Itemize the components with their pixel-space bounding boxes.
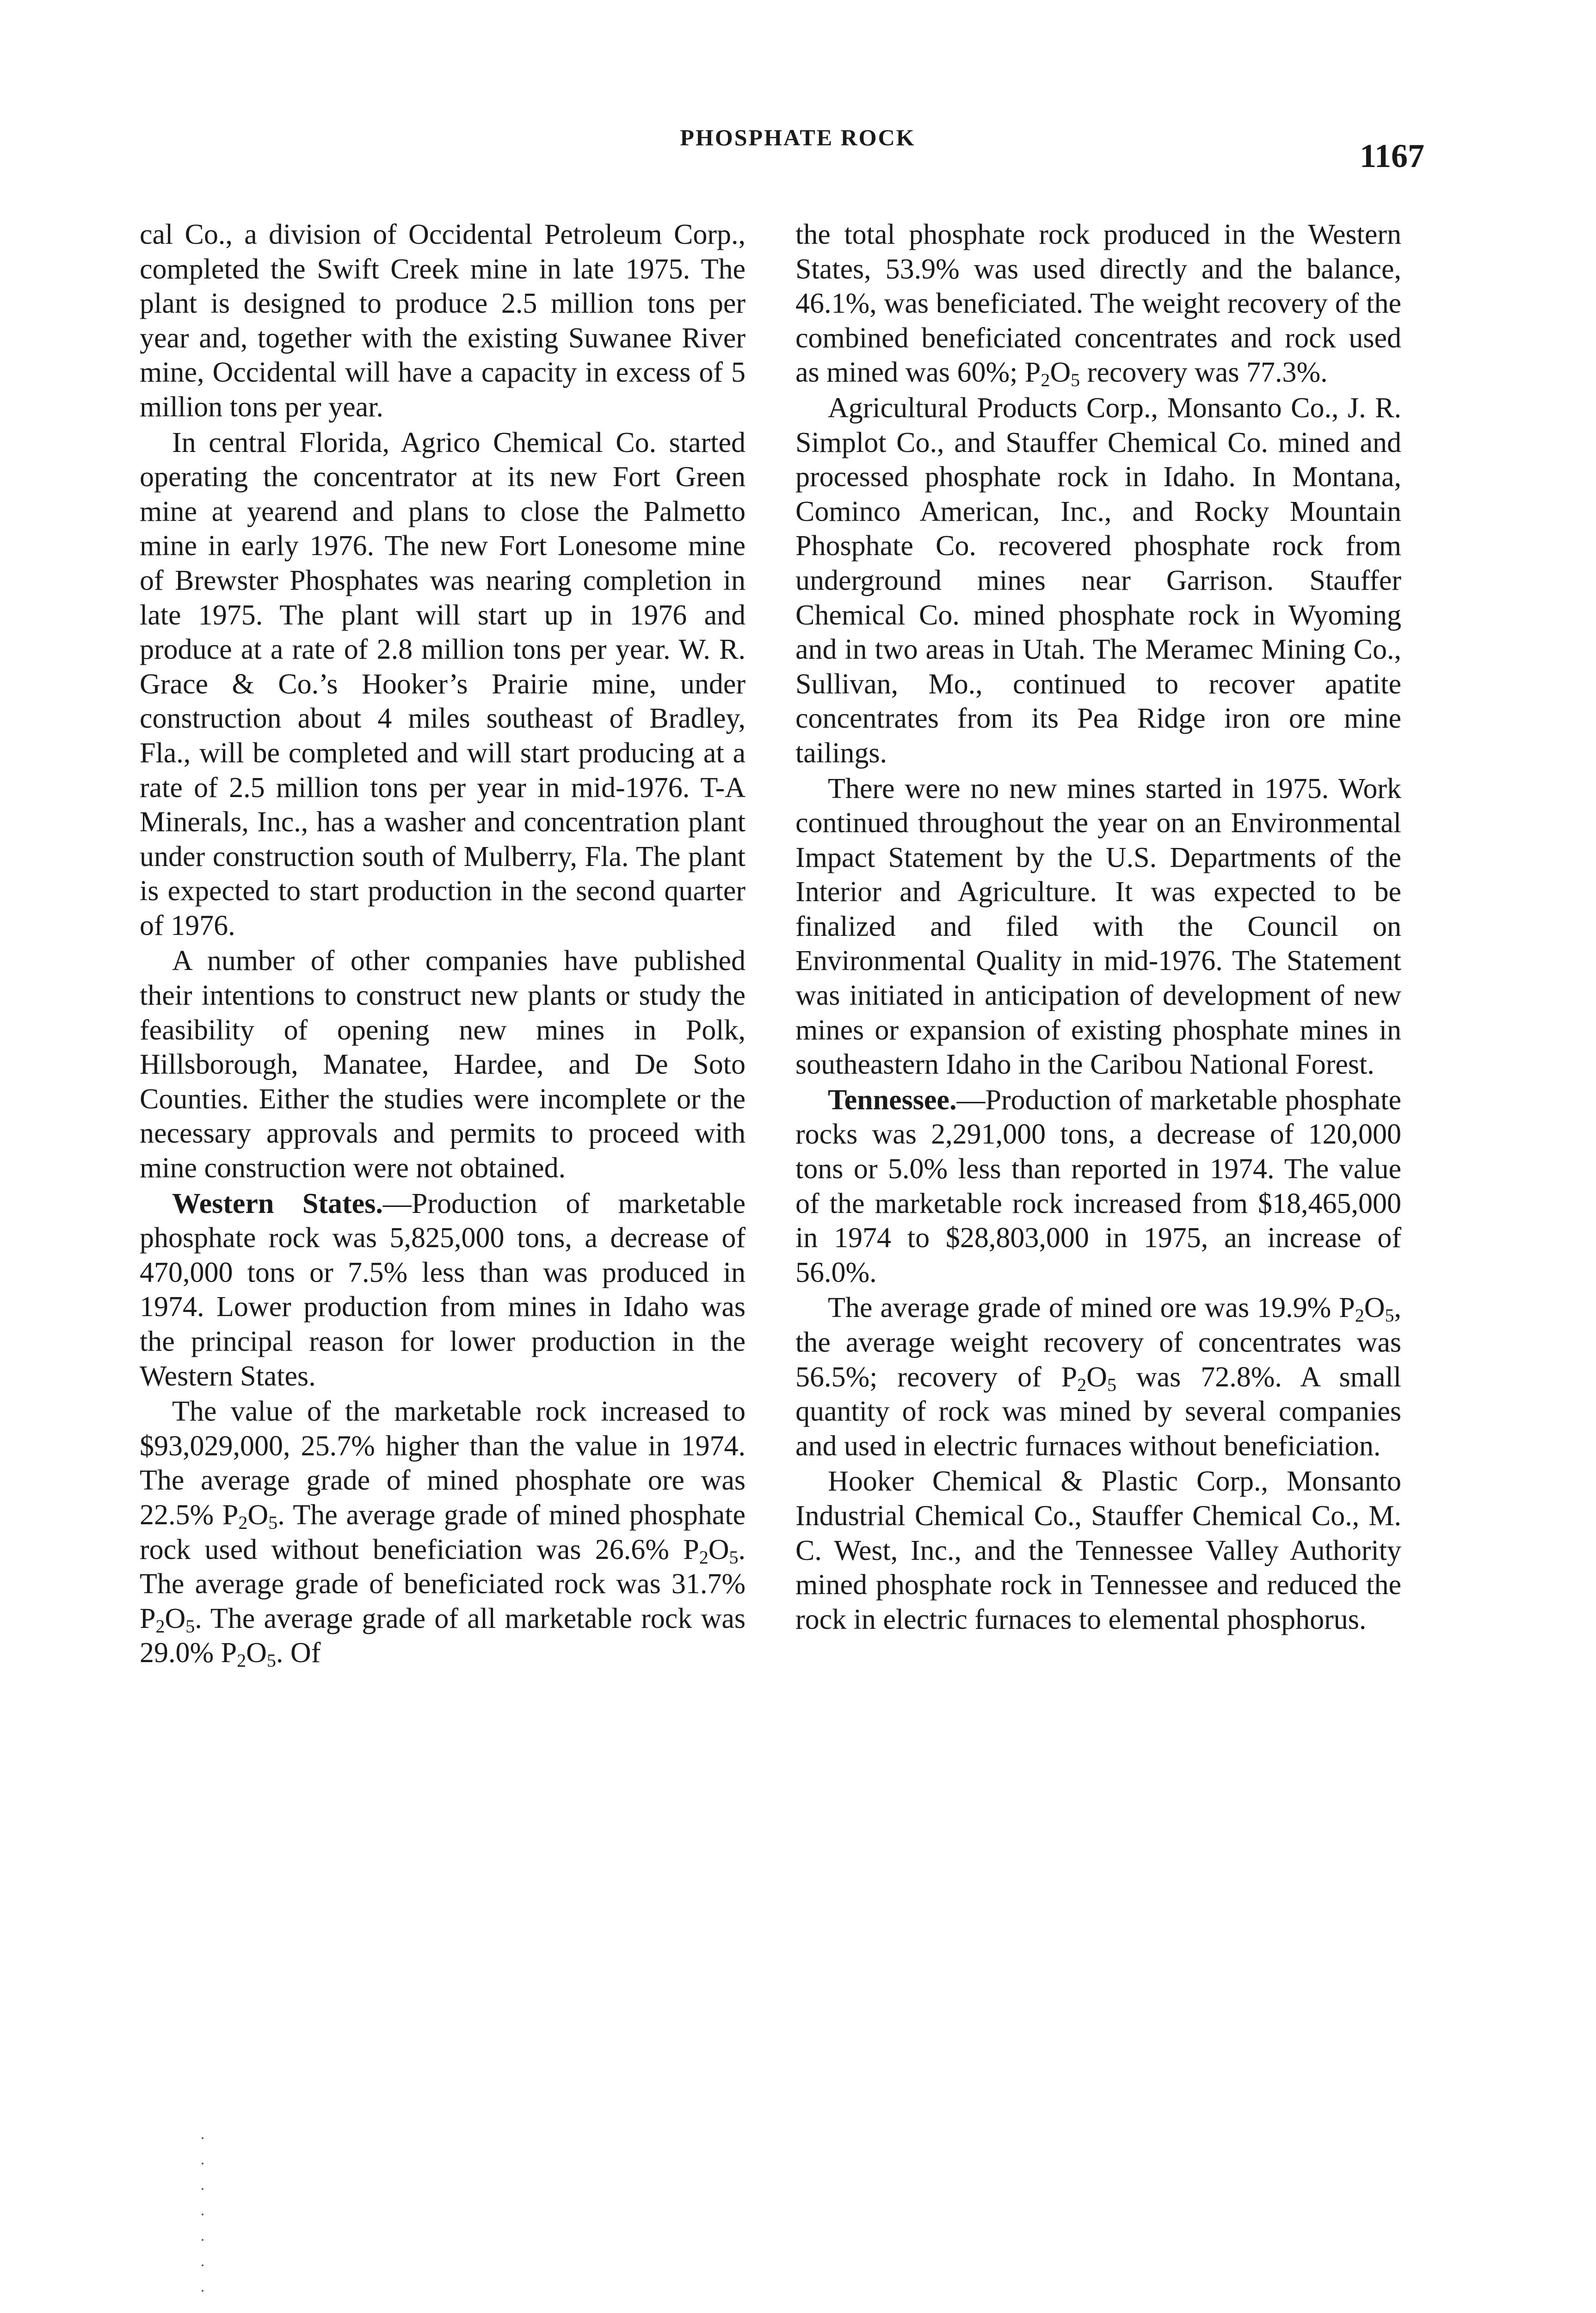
paragraph-text: recovery was 77.3%. (1080, 357, 1328, 389)
formula-subscript: 2 (1077, 1374, 1087, 1395)
paragraph (795, 1291, 1401, 1463)
page-number: 1167 (1359, 137, 1424, 174)
formula-subscript: 2 (155, 1615, 165, 1637)
formula-subscript: 5 (268, 1512, 278, 1533)
formula-subscript: 5 (1071, 370, 1080, 391)
paragraph (795, 217, 1401, 390)
formula-text: O (1086, 1361, 1107, 1393)
paragraph (140, 1394, 746, 1670)
formula-subscript: 2 (238, 1512, 248, 1533)
paragraph-text: was 72.8%. A small quantity of rock was mined by several companies and used in electric furnaces without beneficiation. (795, 1361, 1401, 1462)
paragraph-text: . The average grade of beneficiated rock was 31.7% P (140, 1534, 746, 1634)
formula-subscript: 2 (1041, 370, 1050, 391)
paragraph-text: . The average grade of mined phosphate rock used without beneficiation was 26.6% P (140, 1499, 746, 1565)
formula-text: O (1050, 357, 1071, 389)
paragraph-text: . Of (276, 1637, 321, 1669)
running-head: PHOSPHATE ROCK (680, 124, 916, 150)
formula-subscript: 5 (729, 1546, 739, 1568)
paragraph: Agricultural Products Corp., Monsanto Co., J. R. Simplot Co., and Stauffer Chemical Co. mined and processed phosphate rock in Idaho. In Montana, Cominco American, Inc., and Rocky Mountain Phosphate Co. recovered phosphate rock from underground mines near Garrison. Stauffer Chemical Co. mined phosphate rock in Wyoming and in two areas in Utah. The Meramec Mining Co., Sullivan, Mo., continued to recover apatite concentrates from its Pea Ridge iron ore mine tailings. (795, 392, 1401, 769)
formula-text: O (1364, 1292, 1385, 1324)
paragraph-text: The average grade of mined ore was 19.9% P (828, 1292, 1355, 1324)
paragraph-text: . The average grade of all marketable rock was 29.0% P (140, 1602, 746, 1669)
formula-text: O (165, 1602, 186, 1634)
formula-subscript: 5 (1107, 1374, 1116, 1395)
paragraph (795, 1083, 1401, 1290)
section-heading-tennessee: Tennessee. (828, 1084, 957, 1116)
paragraph (140, 1187, 746, 1394)
paragraph: A number of other companies have published their intentions to construct new plants or study the feasibility of opening new mines in Polk, Hillsborough, Manatee, Hardee, and De Soto Counties. Either the studies were incomplete or the necessary approvals and permits to proceed with mine construction were not obtained. (140, 945, 746, 1184)
paragraph: In central Florida, Agrico Chemical Co. started operating the concentrator at its new Fort Green mine at yearend and plans to close the Palmetto mine in early 1976. The new Fort Lonesome mine of Brewster Phosphates was nearing completion in late 1975. The plant will start up in 1976 and produce at a rate of 2.8 million tons per year. W. R. Grace & Co.’s Hooker’s Prairie mine, under construction about 4 miles southeast of Bradley, Fla., will be completed and will start producing at a rate of 2.5 million tons per year in mid-1976. T-A Minerals, Inc., has a washer and concentration plant under construction south of Mulberry, Fla. The plant is expected to start production in the second quarter of 1976. (140, 427, 746, 941)
formula-subscript: 5 (266, 1650, 276, 1671)
section-heading-western-states: Western States. (172, 1187, 383, 1219)
formula-text: O (247, 1499, 269, 1531)
formula-subscript: 2 (237, 1650, 246, 1671)
formula-subscript: 2 (1355, 1305, 1364, 1326)
left-column (140, 217, 746, 1670)
paragraph-text: The value of the marketable rock increased to $93,029,000, 25.7% higher than the value in 1974. The average grade of mined phosphate ore was 22.5% P (140, 1396, 746, 1531)
paragraph: There were no new mines started in 1975. Work continued throughout the year on an Environmental Impact Statement by the U.S. Departments of the Interior and Agriculture. It was expected to be finalized and filed with the Council on Environmental Quality in mid-1976. The Statement was initiated in anticipation of development of new mines or expansion of existing phosphate mines in southeastern Idaho in the Caribou National Forest. (795, 773, 1401, 1081)
paragraph-text: the total phosphate rock produced in the Western States, 53.9% was used directly and the balance, 46.1%, was beneficiated. The weight recovery of the combined beneficiated concentrates and rock used as mined was 60%; P (795, 219, 1401, 389)
formula-subscript: 2 (699, 1546, 709, 1568)
paragraph-text: —Production of marketable phosphate rock was 5,825,000 tons, a decrease of 470,000 tons or 7.5% less than was produced in 1974. Lower production from mines in Idaho was the principal reason for lower production in the Western States. (140, 1187, 746, 1392)
formula-text: O (246, 1637, 267, 1669)
formula-subscript: 5 (1385, 1305, 1394, 1326)
paragraph: Hooker Chemical & Plastic Corp., Monsanto Industrial Chemical Co., Stauffer Chemical Co., M. C. West, Inc., and the Tennessee Valley Authority mined phosphate rock in Tennessee and reduced the rock in electric furnaces to elemental phosphorus. (795, 1466, 1401, 1635)
right-column (795, 217, 1401, 1637)
paragraph-text: —Production of marketable phosphate rocks was 2,291,000 tons, a decrease of 120,000 tons or 5.0% less than reported in 1974. The value of the marketable rock increased from $18,465,000 in 1974 to $28,803,000 in 1975, an increase of 56.0%. (795, 1084, 1401, 1288)
formula-text: O (708, 1534, 729, 1565)
formula-subscript: 5 (185, 1615, 195, 1637)
scan-artifact (202, 2137, 206, 2313)
paragraph: cal Co., a division of Occidental Petroleum Corp., completed the Swift Creek mine in late 1975. The plant is designed to produce 2.5 million tons per year and, together with the existing Suwanee River mine, Occidental will have a capacity in excess of 5 million tons per year. (140, 219, 746, 423)
paragraph-text: , the average weight recovery of concentrates was 56.5%; recovery of P (795, 1292, 1401, 1393)
